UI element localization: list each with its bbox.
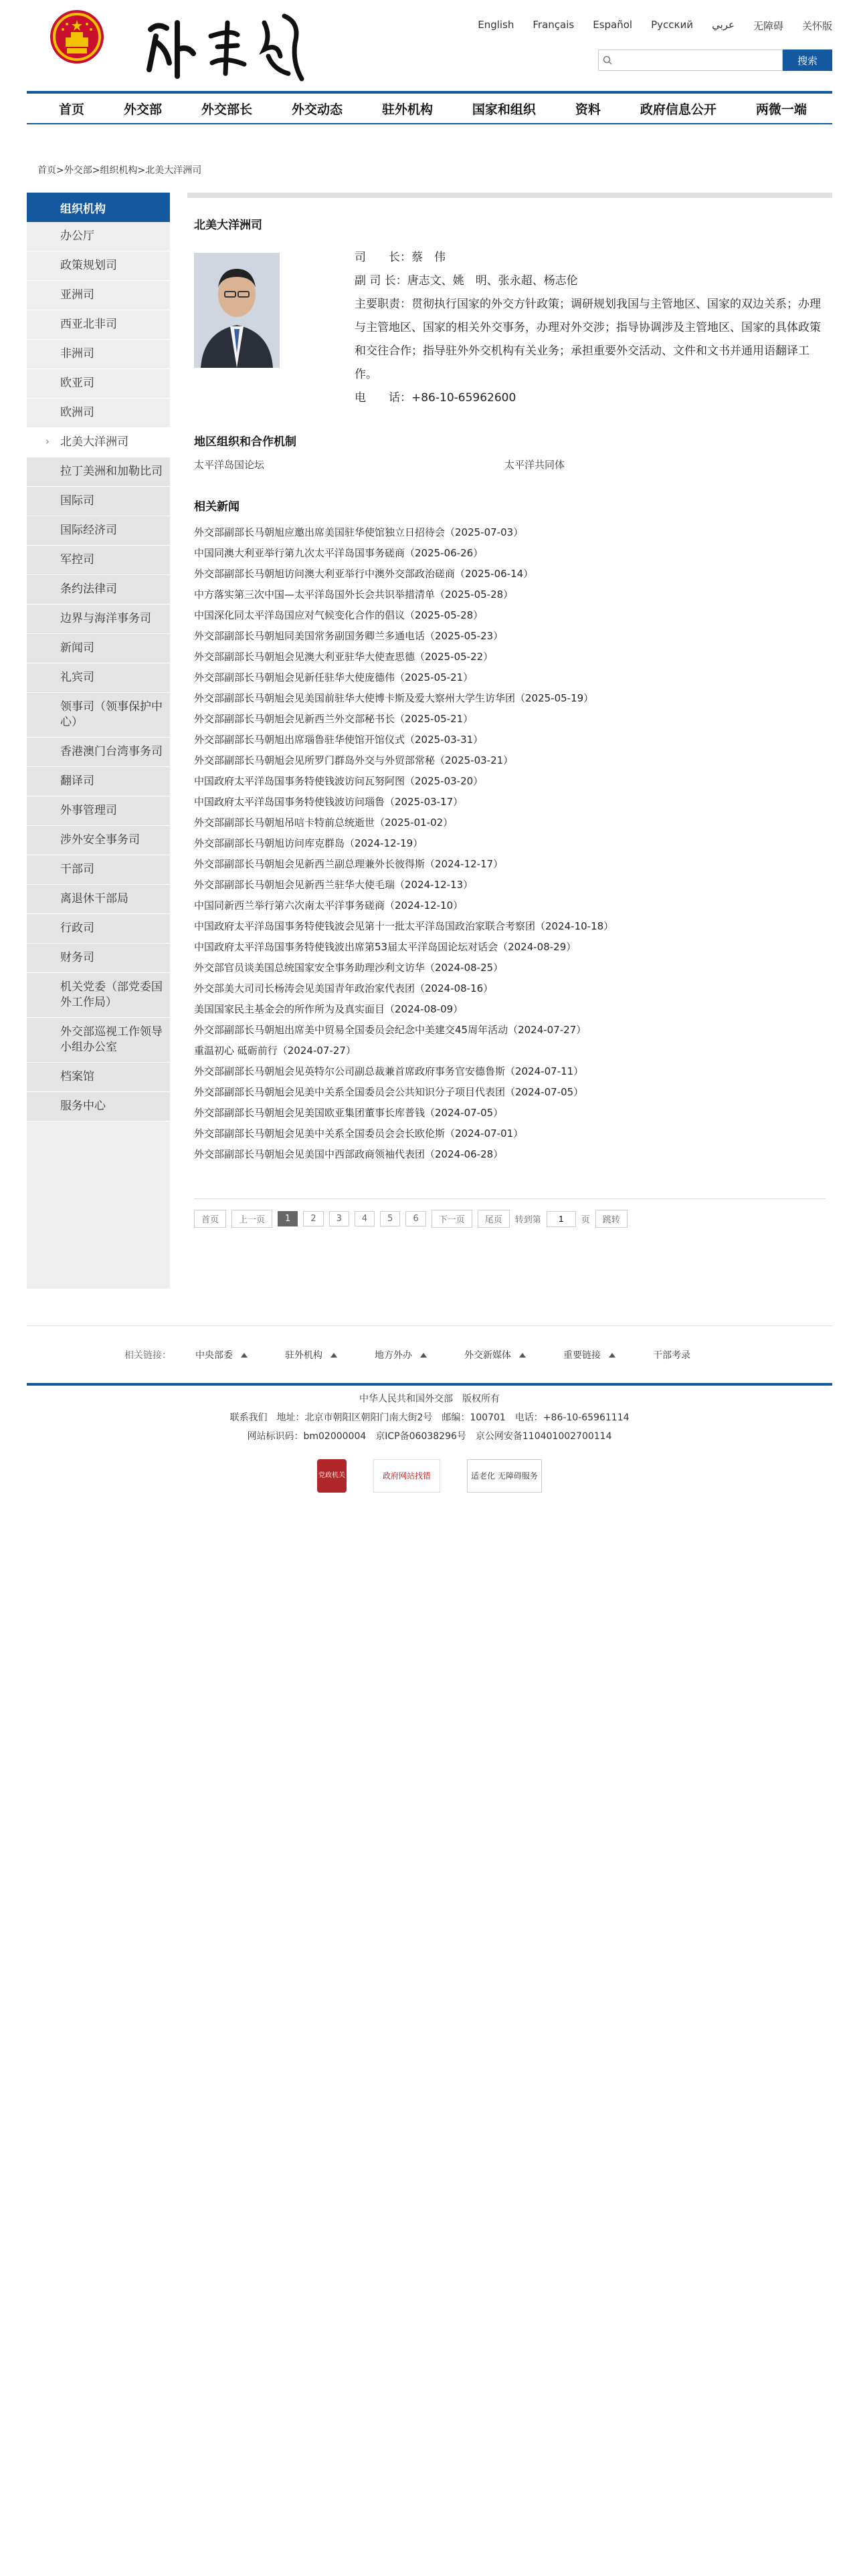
sidebar-item[interactable]: 礼宾司 <box>27 663 170 693</box>
regional-org-link[interactable]: 太平洋共同体 <box>504 459 565 471</box>
news-item-link[interactable]: 中方落实第三次中国—太平洋岛国外长会共识举措清单（2025-05-28） <box>194 588 514 601</box>
department-profile <box>194 239 826 407</box>
page-suffix: 页 <box>581 1215 590 1225</box>
accessibility-badge[interactable]: 适老化 无障碍服务 <box>467 1459 542 1493</box>
news-item-link[interactable]: 外交部副部长马朝旭同美国常务副国务卿兰多通电话（2025-05-23） <box>194 630 504 642</box>
news-item-link[interactable]: 外交部副部长马朝旭应邀出席美国驻华使馆独立日招待会（2025-07-03） <box>194 526 524 538</box>
related-links-bar <box>27 1325 832 1386</box>
caret-up-icon <box>420 1353 427 1358</box>
main-area <box>27 193 832 1329</box>
news-item-link[interactable]: 中国政府太平洋岛国事务特使钱波出席第53届太平洋岛国论坛对话会（2024-08-29） <box>194 941 577 953</box>
sidebar-item[interactable]: 欧亚司 <box>27 369 170 399</box>
lang-spanish-link[interactable]: Español <box>593 19 633 31</box>
search-box <box>598 49 783 71</box>
breadcrumb <box>37 163 832 177</box>
lang-english-link[interactable]: English <box>478 19 514 31</box>
caret-up-icon <box>241 1353 248 1358</box>
sidebar-item[interactable]: 档案馆 <box>27 1063 170 1092</box>
sidebar-item[interactable]: 机关党委（部党委国外工作局） <box>27 973 170 1018</box>
news-item-link[interactable]: 中国深化同太平洋岛国应对气候变化合作的倡议（2025-05-28） <box>194 609 484 621</box>
related-link-label: 干部考录 <box>653 1350 690 1361</box>
sidebar-item[interactable]: 欧洲司 <box>27 399 170 428</box>
news-item-link[interactable]: 外交部副部长马朝旭会见所罗门群岛外交与外贸部常秘（2025-03-21） <box>194 754 514 766</box>
news-item-link[interactable]: 外交部副部长马朝旭会见英特尔公司副总裁兼首席政府事务官安德鲁斯（2024-07-11） <box>194 1065 584 1077</box>
news-item-link[interactable]: 中国政府太平洋岛国事务特使钱波访问瓦努阿图（2025-03-20） <box>194 775 484 787</box>
director-photo <box>194 253 280 368</box>
related-link-new-media[interactable] <box>464 1348 526 1362</box>
nav-home[interactable]: 首页 <box>59 102 85 117</box>
news-item-link[interactable]: 重温初心 砥砺前行（2024-07-27） <box>194 1045 356 1057</box>
nav-ministry[interactable]: 外交部 <box>123 102 162 117</box>
related-link-label: 重要链接 <box>563 1350 601 1361</box>
related-link-central-ministries[interactable] <box>195 1348 248 1362</box>
nav-missions[interactable]: 驻外机构 <box>381 102 433 117</box>
sidebar-item[interactable]: 国际司 <box>27 487 170 516</box>
regional-org-list <box>194 457 826 471</box>
caret-up-icon <box>519 1353 526 1358</box>
goto-label: 转到第 <box>514 1215 541 1225</box>
related-link-label: 驻外机构 <box>285 1350 322 1361</box>
sidebar-item[interactable]: 香港澳门台湾事务司 <box>27 738 170 767</box>
news-section-title: 相关新闻 <box>194 500 240 514</box>
news-item-link[interactable]: 外交部副部长马朝旭会见美中关系全国委员会公共知识分子项目代表团（2024-07-05） <box>194 1086 584 1098</box>
page-button-2[interactable]: 2 <box>303 1211 323 1226</box>
news-item-link[interactable]: 外交部副部长马朝旭会见新西兰驻华大使毛瑞（2024-12-13） <box>194 879 474 891</box>
news-item-link[interactable]: 外交部副部长马朝旭出席美中贸易全国委员会纪念中美建交45周年活动（2024-07-27） <box>194 1024 587 1036</box>
news-item-link[interactable]: 外交部副部长马朝旭会见美国前驻华大使博卡斯及爱大察州大学生访华团（2025-05-19） <box>194 692 594 704</box>
sidebar-item[interactable]: › 北美大洋洲司 <box>27 428 170 457</box>
main-nav <box>27 91 832 124</box>
sidebar-item[interactable]: 国际经济司 <box>27 516 170 546</box>
related-link-important[interactable] <box>563 1348 615 1362</box>
deputy-directors-line: 副 司 长：唐志文、姚 明、张永超、杨志伦 <box>355 274 578 288</box>
news-item-link[interactable]: 外交部副部长马朝旭会见美中关系全国委员会会长欧伦斯（2024-07-01） <box>194 1128 524 1140</box>
pagination <box>194 1198 826 1228</box>
sidebar-item[interactable]: 亚洲司 <box>27 281 170 310</box>
related-links-label: 相关链接： <box>124 1350 171 1361</box>
sidebar-item[interactable]: 领事司（领事保护中心） <box>27 693 170 738</box>
contact-line: 联系我们 地址：北京市朝阳区朝阳门南大街2号 邮编：100701 电话：+86-10-65961114 <box>229 1412 630 1423</box>
sidebar-item[interactable]: 离退休干部局 <box>27 885 170 914</box>
phone-line: 电 话：+86-10-65962600 <box>355 391 516 405</box>
related-link-label: 地方外办 <box>375 1350 412 1361</box>
nav-social[interactable]: 两微一端 <box>755 102 807 117</box>
goto-page-input[interactable] <box>547 1211 576 1227</box>
news-item-link[interactable]: 外交部副部长马朝旭会见美国中西部政商领袖代表团（2024-06-28） <box>194 1148 504 1160</box>
sidebar-padding <box>27 1121 170 1289</box>
party-gov-badge[interactable]: 党政机关 <box>317 1459 347 1493</box>
sidebar-item[interactable]: 外事管理司 <box>27 796 170 826</box>
lang-french-link[interactable]: Français <box>533 19 575 31</box>
copyright-line: 中华人民共和国外交部 版权所有 <box>359 1394 500 1404</box>
news-item-link[interactable]: 外交部副部长马朝旭会见新任驻华大使庞德伟（2025-05-21） <box>194 671 474 683</box>
prev-page-button[interactable]: 上一页 <box>231 1210 272 1228</box>
search-input[interactable] <box>616 51 782 70</box>
language-bar <box>478 19 832 33</box>
news-item-link[interactable]: 外交部官员谈美国总统国家安全事务助理沙利文访华（2024-08-25） <box>194 962 504 974</box>
gov-site-error-report-badge[interactable]: 政府网站找错 <box>373 1459 440 1493</box>
news-item-link[interactable]: 中国同澳大利亚举行第九次太平洋岛国事务磋商（2025-06-26） <box>194 547 484 559</box>
content <box>187 193 832 1228</box>
elderly-mode-link[interactable]: 关怀版 <box>801 20 832 32</box>
related-link-label: 外交新媒体 <box>464 1350 511 1361</box>
sidebar-item[interactable]: 非洲司 <box>27 340 170 369</box>
lang-arabic-link[interactable]: عربي <box>712 19 735 31</box>
nav-minister[interactable]: 外交部长 <box>201 102 252 117</box>
goto-button[interactable]: 跳转 <box>595 1210 628 1228</box>
sidebar-item[interactable]: 军控司 <box>27 546 170 575</box>
news-item-link[interactable]: 外交部副部长马朝旭会见美国欧亚集团董事长库普钱（2024-07-05） <box>194 1107 504 1119</box>
news-item-link[interactable]: 中国政府太平洋岛国事务特使钱波访问瑙鲁（2025-03-17） <box>194 796 464 808</box>
sidebar-item[interactable]: 行政司 <box>27 914 170 944</box>
duties-text: 主要职责：贯彻执行国家的外交方针政策；调研规划我国与主管地区、国家的双边关系；办理与主管地区、国家的相关外交事务，办理对外交涉；指导协调涉及主管地区、国家的具体政策和交往合作；指导驻外外交机构有关业务；承担重要外交活动、文件和文书并通用语翻译工作。 <box>355 298 821 381</box>
news-item-link[interactable]: 中国同新西兰举行第六次南太平洋事务磋商（2024-12-10） <box>194 899 464 911</box>
page-button-5[interactable]: 5 <box>380 1211 400 1226</box>
director-line: 司 长：蔡 伟 <box>355 251 446 264</box>
caret-up-icon <box>330 1353 337 1358</box>
registration-line: 网站标识码：bm02000004 京ICP备06038296号 京公网安备110401002700114 <box>247 1431 612 1442</box>
sidebar-item[interactable]: 涉外安全事务司 <box>27 826 170 855</box>
news-item-link[interactable]: 外交部副部长马朝旭吊唁卡特前总统逝世（2025-01-02） <box>194 817 454 829</box>
related-link-label: 中央部委 <box>195 1350 233 1361</box>
news-item-link[interactable]: 外交部副部长马朝旭会见澳大利亚驻华大使查思德（2025-05-22） <box>194 651 494 663</box>
related-link-recruitment[interactable] <box>653 1348 690 1362</box>
news-item-link[interactable]: 外交部副部长马朝旭会见新西兰副总理兼外长彼得斯（2024-12-17） <box>194 858 504 870</box>
page-button-1[interactable]: 1 <box>278 1211 298 1226</box>
national-emblem-logo[interactable] <box>47 7 107 67</box>
news-item-link[interactable]: 美国国家民主基金会的所作所为及真实面目（2024-08-09） <box>194 1003 464 1015</box>
sidebar-item[interactable]: 西亚北非司 <box>27 310 170 340</box>
caret-up-icon <box>609 1353 615 1358</box>
page-button-4[interactable]: 4 <box>355 1211 375 1226</box>
ministry-calligraphy-logo[interactable] <box>137 9 318 84</box>
regional-org-link[interactable]: 太平洋岛国论坛 <box>194 459 265 471</box>
sidebar <box>27 193 170 1289</box>
site-footer <box>27 1390 832 1493</box>
sidebar-item[interactable]: 政策规划司 <box>27 251 170 281</box>
news-item-link[interactable]: 外交部副部长马朝旭出席瑙鲁驻华使馆开馆仪式（2025-03-31） <box>194 734 484 746</box>
related-link-missions[interactable] <box>285 1348 337 1362</box>
page-button-6[interactable]: 6 <box>405 1211 425 1226</box>
sidebar-item[interactable]: 拉丁美洲和加勒比司 <box>27 457 170 487</box>
page-button-3[interactable]: 3 <box>329 1211 349 1226</box>
search-button[interactable]: 搜索 <box>783 49 832 71</box>
sidebar-item[interactable]: 干部司 <box>27 855 170 885</box>
sidebar-title: 组织机构 <box>27 193 170 222</box>
next-page-button[interactable]: 下一页 <box>432 1210 472 1228</box>
first-page-button[interactable]: 首页 <box>194 1210 226 1228</box>
search-icon <box>599 50 616 70</box>
sidebar-list <box>27 222 170 1121</box>
sidebar-item[interactable]: 办公厅 <box>27 222 170 251</box>
news-item-link[interactable]: 外交部美大司司长杨涛会见美国青年政治家代表团（2024-08-16） <box>194 982 494 994</box>
sidebar-item[interactable]: 边界与海洋事务司 <box>27 605 170 634</box>
nav-resources[interactable]: 资料 <box>575 102 601 117</box>
nav-news[interactable]: 外交动态 <box>291 102 343 117</box>
news-item-link[interactable]: 中国政府太平洋岛国事务特使钱波会见第十一批太平洋岛国政治家联合考察团（2024-10-18） <box>194 920 614 932</box>
lang-russian-link[interactable]: Русский <box>651 19 694 31</box>
site-header <box>27 0 832 91</box>
content-top-bar <box>187 193 832 198</box>
department-title: 北美大洋洲司 <box>194 219 262 232</box>
nav-countries[interactable]: 国家和组织 <box>472 102 536 117</box>
sidebar-item[interactable]: 新闻司 <box>27 634 170 663</box>
related-link-local-fao[interactable] <box>375 1348 427 1362</box>
breadcrumb-text[interactable]: 首页>外交部>组织机构>北美大洋洲司 <box>37 165 202 176</box>
footer-badges <box>27 1459 832 1493</box>
department-info <box>355 246 823 410</box>
sidebar-item[interactable]: 外交部巡视工作领导小组办公室 <box>27 1018 170 1063</box>
last-page-button[interactable]: 尾页 <box>478 1210 510 1228</box>
news-item-link[interactable]: 外交部副部长马朝旭访问澳大利亚举行中澳外交部政治磋商（2025-06-14） <box>194 568 534 580</box>
news-list <box>194 522 826 1165</box>
sidebar-item[interactable]: 翻译司 <box>27 767 170 796</box>
news-item-link[interactable]: 外交部副部长马朝旭访问库克群岛（2024-12-19） <box>194 837 423 849</box>
nav-gov-info[interactable]: 政府信息公开 <box>640 102 717 117</box>
news-item-link[interactable]: 外交部副部长马朝旭会见新西兰外交部秘书长（2025-05-21） <box>194 713 474 725</box>
accessibility-link[interactable]: 无障碍 <box>753 20 783 32</box>
sidebar-item[interactable]: 财务司 <box>27 944 170 973</box>
sidebar-item[interactable]: 条约法律司 <box>27 575 170 605</box>
sidebar-item[interactable]: 服务中心 <box>27 1092 170 1121</box>
regional-section-title: 地区组织和合作机制 <box>194 435 296 449</box>
